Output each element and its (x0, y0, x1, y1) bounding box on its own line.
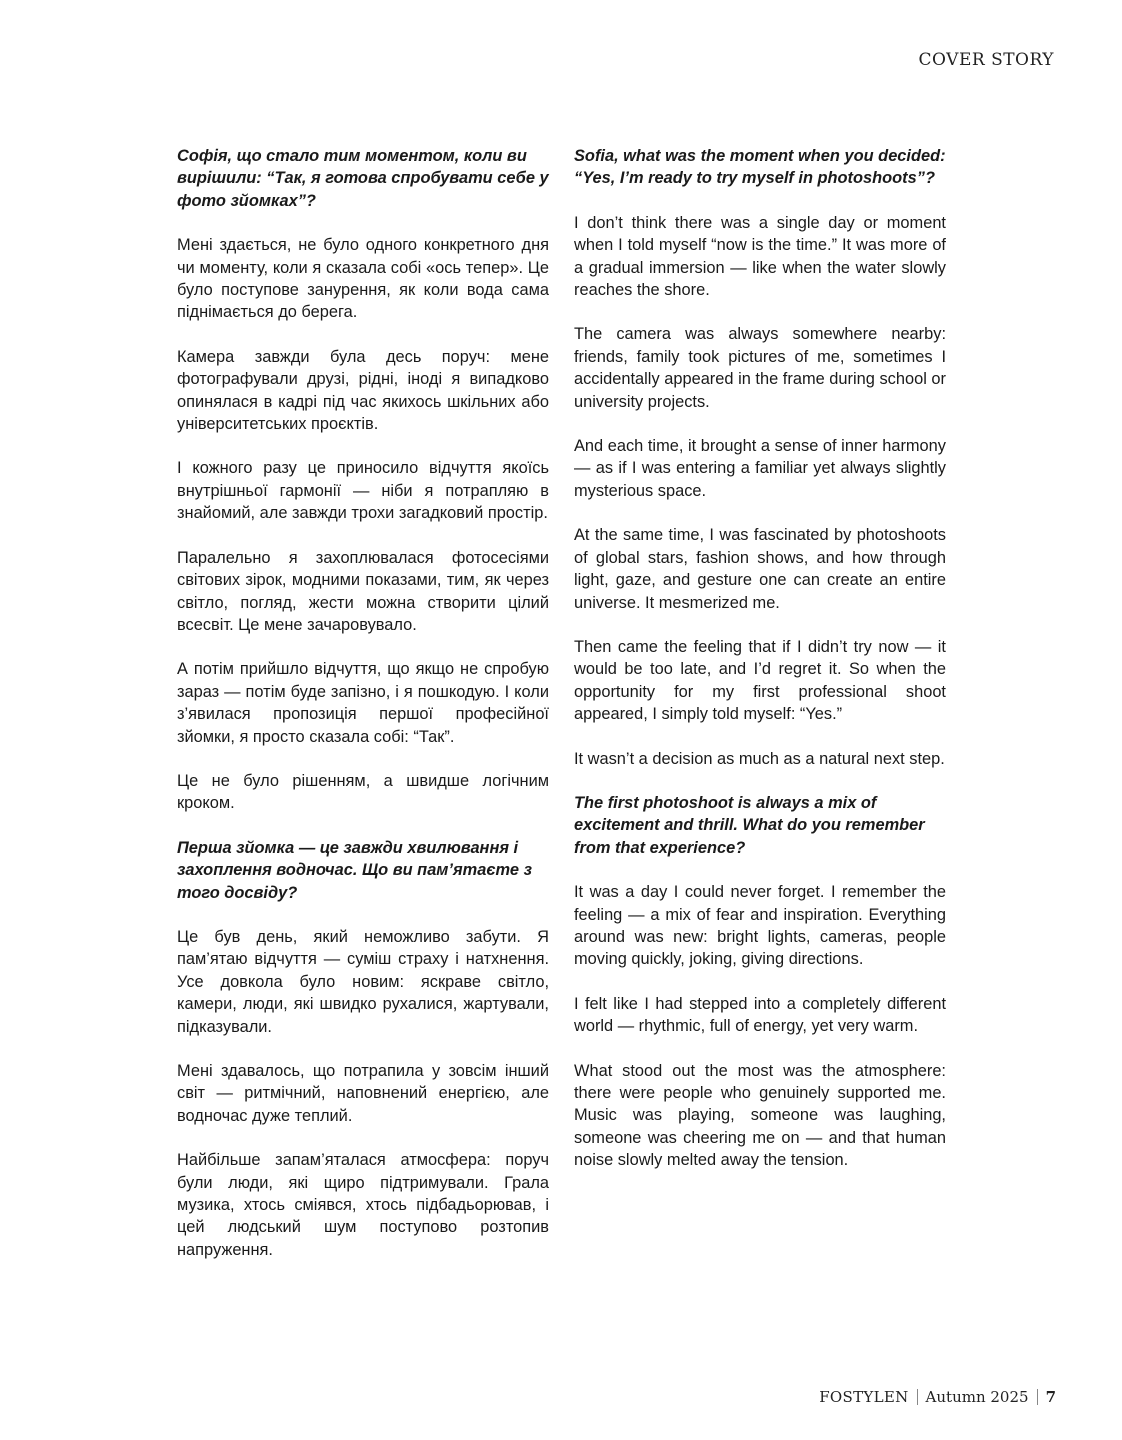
answer-paragraph: Це був день, який неможливо забути. Я пам’ятаю відчуття — суміш страху і натхнення. Усе довкола було новим: яскраве світло, камери, люди, які швидко рухалися, жартували, підказували. (177, 927, 549, 1036)
answer-paragraph: I felt like I had stepped into a completely different world — rhythmic, full of energy, yet very warm. (574, 994, 946, 1036)
question-2-uk: Перша зйомка — це завжди хвилювання і захоплення водночас. Що ви пам’ятаєте з того досвіду? (177, 838, 532, 902)
answer-paragraph: Then came the feeling that if I didn’t try now — it would be too late, and I’d regret it. So when the opportunity for my first professional shoot appeared, I simply told myself: “Yes.” (574, 637, 946, 724)
question-2-en: The first photoshoot is always a mix of excitement and thrill. What do you remember from that experience? (574, 793, 925, 857)
page-number: 7 (1045, 1388, 1056, 1406)
ukrainian-column (177, 145, 549, 1283)
question-1-en: Sofia, what was the moment when you decided: “Yes, I’m ready to try myself in photoshoots”? (574, 147, 946, 188)
footer-divider (917, 1389, 918, 1405)
section-label: COVER STORY (918, 50, 1054, 70)
answer-paragraph: At the same time, I was fascinated by photoshoots of global stars, fashion shows, and how through light, gaze, and gesture one can create an entire universe. It mesmerized me. (574, 526, 946, 612)
answer-paragraph: Це не було рішенням, а швидше логічним кроком. (177, 771, 549, 813)
question-1-uk: Софія, що стало тим моментом, коли ви вирішили: “Так, я готова спробувати себе у фото зйомках”? (177, 147, 549, 210)
answer-paragraph: Мені здається, не було одного конкретного дня чи моменту, коли я сказала собі «ось тепер». Це було поступове занурення, як коли вода сама піднімається до берега. (177, 236, 549, 322)
answer-paragraph: Найбільше запам’яталася атмосфера: поруч були люди, які щиро підтримували. Грала музика, хтось сміявся, хтось підбадьорював, і цей людський шум поступово розтопив напруження. (177, 1151, 549, 1259)
english-column (574, 145, 946, 1194)
answer-paragraph: І кожного разу це приносило відчуття якоїсь внутрішньої гармонії — ніби я потрапляю в знайомий, але завжди трохи загадковий простір. (177, 459, 549, 523)
answer-paragraph: The camera was always somewhere nearby: friends, family took pictures of me, sometimes I accidentally appeared in the frame during school or university projects. (574, 325, 946, 411)
answer-paragraph: I don’t think there was a single day or moment when I told myself “now is the time.” It was more of a gradual immersion — like when the water slowly reaches the shore. (574, 213, 946, 300)
issue-label: Autumn 2025 (925, 1388, 1029, 1406)
answer-paragraph: Мені здавалось, що потрапила у зовсім інший світ — ритмічний, наповнений енергією, але водночас дуже теплий. (177, 1062, 549, 1125)
answer-paragraph: Камера завжди була десь поруч: мене фотографували друзі, рідні, іноді я випадково опинялася в кадрі під час якихось шкільних або університетських проєктів. (177, 347, 549, 434)
magazine-brand: FOSTYLEN (819, 1388, 909, 1406)
answer-paragraph: What stood out the most was the atmosphere: there were people who genuinely supported me. Music was playing, someone was laughing, someone was cheering me on — and that human noise slowly melted away the tension. (574, 1061, 946, 1170)
answer-paragraph: А потім прийшло відчуття, що якщо не спробую зараз — потім буде запізно, і я пошкодую. І коли з’явилася пропозиція першої професійної зйомки, я просто сказала собі: “Так”. (177, 660, 549, 746)
footer-divider (1037, 1389, 1038, 1405)
page-footer (819, 1388, 1056, 1406)
answer-paragraph: It was a day I could never forget. I remember the feeling — a mix of fear and inspiration. Everything around was new: bright lights, cameras, people moving quickly, joking, giving directions. (574, 883, 946, 969)
answer-paragraph: And each time, it brought a sense of inner harmony — as if I was entering a familiar yet always slightly mysterious space. (574, 437, 946, 500)
answer-paragraph: Паралельно я захоплювалася фотосесіями світових зірок, модними показами, тим, як через світло, погляд, жести можна створити цілий всесвіт. Це мене зачаровувало. (177, 548, 549, 634)
answer-paragraph: It wasn’t a decision as much as a natural next step. (574, 749, 945, 768)
